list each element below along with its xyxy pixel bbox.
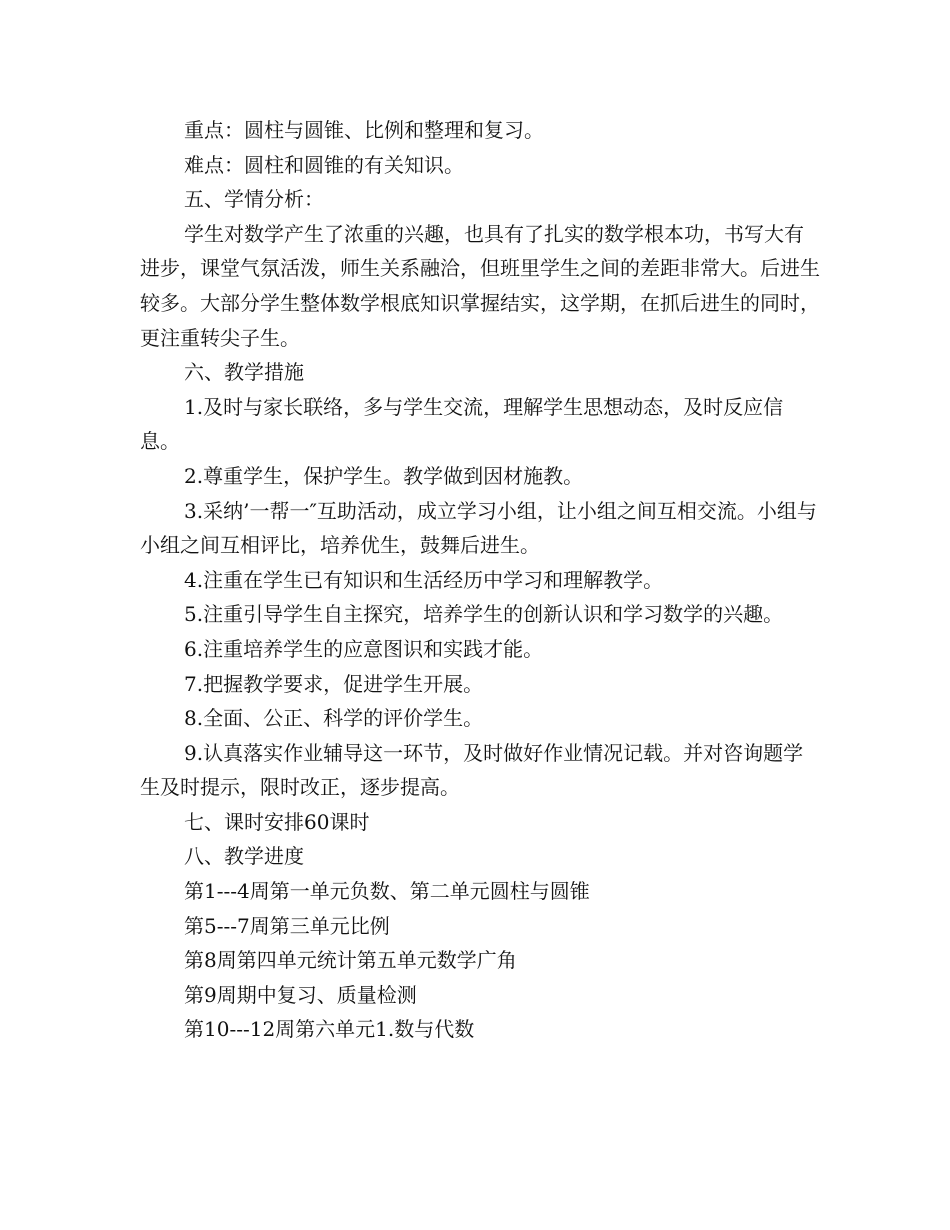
schedule-item-1: 第1---4周第一单元负数、第二单元圆柱与圆锥 <box>184 879 590 904</box>
schedule-item-3: 第8周第四单元统计第五单元数学广角 <box>184 948 517 973</box>
measure-item-9: 9.认真落实作业辅导这一环节，及时做好作业情况记载。并对咨询题学生及时提示，限时改正，逐步提高。 <box>140 740 804 800</box>
schedule-item-5: 第10---12周第六单元1.数与代数 <box>184 1017 475 1042</box>
schedule-item-2: 第5---7周第三单元比例 <box>184 913 390 938</box>
document-body <box>140 113 820 1047</box>
section-heading-teaching-measures: 六、教学措施 <box>184 360 304 385</box>
measure-item-7: 7.把握教学要求，促进学生开展。 <box>184 671 484 696</box>
learning-analysis-paragraph: 学生对数学产生了浓重的兴趣，也具有了扎实的数学根本功，书写大有进步，课堂气氛活泼，师生关系融洽，但班里学生之间的差距非常大。后进生较多。大部分学生整体数学根底知识掌握结实，这学期，在抓后进生的同时，更注重转尖子生。 <box>140 221 820 350</box>
schedule-item-4: 第9周期中复习、质量检测 <box>184 982 417 1007</box>
measure-item-1: 1.及时与家长联络，多与学生交流，理解学生思想动态，及时反应信息。 <box>140 394 784 454</box>
measure-item-3: 3.采纳’一帮一″互助活动，成立学习小组，让小组之间互相交流。小组与小组之间互相评比，培养优生，鼓舞后进生。 <box>140 498 817 558</box>
measure-item-2: 2.尊重学生，保护学生。教学做到因材施教。 <box>184 463 584 488</box>
measure-item-4: 4.注重在学生已有知识和生活经历中学习和理解教学。 <box>184 567 664 592</box>
measure-item-6: 6.注重培养学生的应意图识和实践才能。 <box>184 636 544 661</box>
section-heading-class-hours: 七、课时安排60课时 <box>184 809 370 834</box>
section-heading-teaching-schedule: 八、教学进度 <box>184 844 304 869</box>
measure-item-5: 5.注重引导学生自主探究，培养学生的创新认识和学习数学的兴趣。 <box>184 602 784 627</box>
difficulties-line: 难点：圆柱和圆锥的有关知识。 <box>184 152 464 177</box>
section-heading-learning-analysis: 五、学情分析： <box>184 187 324 212</box>
measure-item-8: 8.全面、公正、科学的评价学生。 <box>184 706 484 731</box>
key-points-line: 重点：圆柱与圆锥、比例和整理和复习。 <box>184 118 544 142</box>
